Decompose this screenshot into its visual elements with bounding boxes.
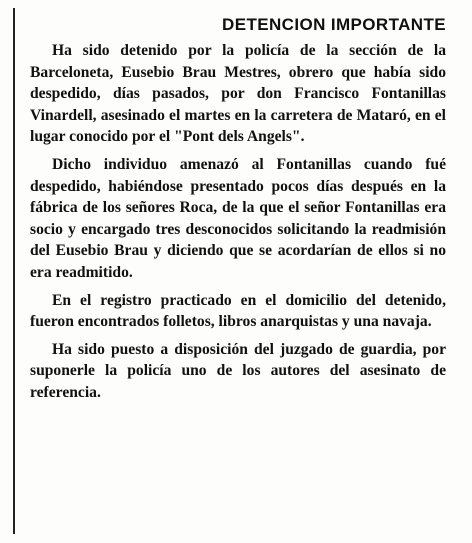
paragraph-3: En el registro practicado en el domicilio del detenido, fueron encontrados folletos, libros anarquistas y una navaja.	[30, 291, 446, 331]
column-rule	[13, 8, 15, 534]
article-headline: DETENCION IMPORTANTE	[222, 15, 446, 34]
paragraph-4: Ha sido puesto a disposición del juzgado de guardia, por suponerle la policía uno de los autores del asesinato de referencia.	[30, 340, 446, 401]
paragraph-2: Dicho individuo amenazó al Fontanillas cuando fué despedido, habiéndose presentado pocos días después en la fábrica de los señores Roca, de la que el señor Fontanillas era socio y encargado tres desconocidos solicitando la readmisión del Eusebio Brau y diciendo que se acordarían de ellos si no era readmitido.	[30, 155, 446, 281]
article	[30, 14, 446, 410]
paragraph-1: Ha sido detenido por la policía de la sección de la Barceloneta, Eusebio Brau Mestres, obrero que había sido despedido, días pasados, por don Francisco Fontanillas Vinardell, asesinado el martes en la carretera de Mataró, en el lugar conocido por el "Pont dels Angels".	[30, 42, 446, 146]
